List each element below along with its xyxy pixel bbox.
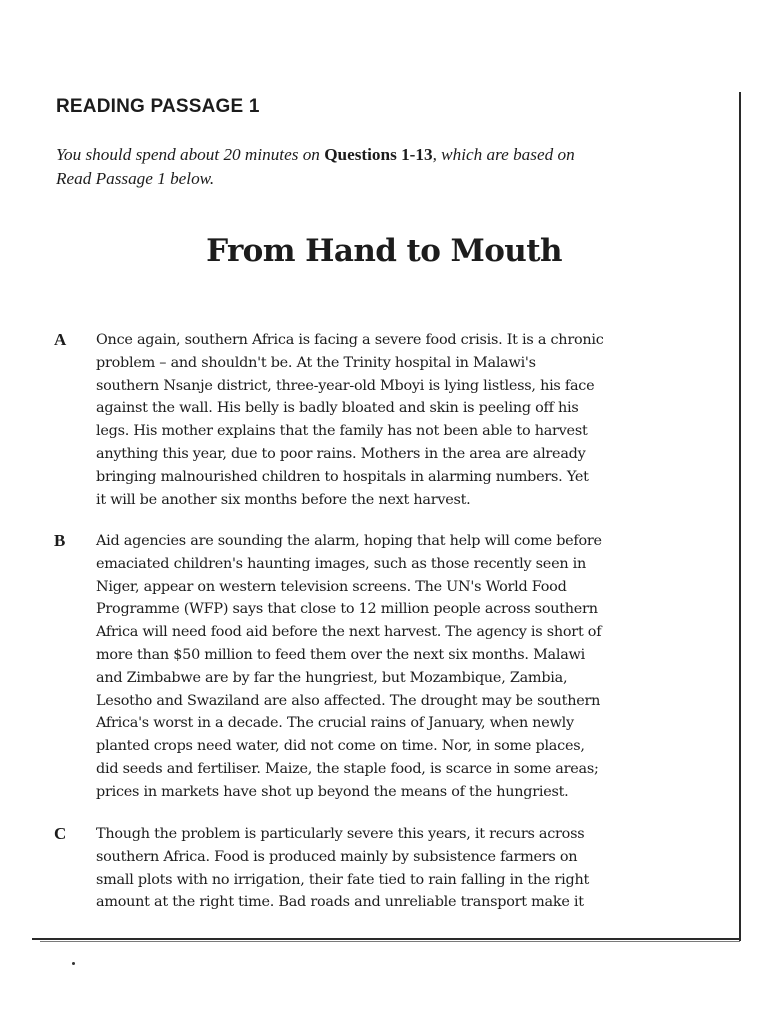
instructions-line-1 [56,143,726,167]
text-line: problem – and shouldn't be. At the Trinity hospital in Malawi's [96,354,536,371]
paragraph-letter: A [54,330,67,349]
paragraph-letter: B [54,531,66,550]
text-line: southern Nsanje district, three-year-old Mboyi is lying listless, his face [96,377,595,394]
text-line: Niger, appear on western television screens. The UN's World Food [96,578,567,595]
instructions-line-2: Read Passage 1 below. [56,169,215,188]
text-line: Lesotho and Swaziland are also affected. The drought may be southern [96,692,601,709]
text-line: anything this year, due to poor rains. Mothers in the area are already [96,445,586,462]
paragraph-body [96,530,768,804]
text-line: small plots with no irrigation, their fate tied to rain falling in the right [96,871,589,888]
text-line: prices in markets have shot up beyond the means of the hungriest. [96,783,569,800]
text-line: emaciated children's haunting images, such as those recently seen in [96,555,587,572]
paragraph-body [96,823,768,914]
text-line: and Zimbabwe are by far the hungriest, but Mozambique, Zambia, [96,669,568,686]
text-line: bringing malnourished children to hospitals in alarming numbers. Yet [96,468,589,485]
text-line: Once again, southern Africa is facing a severe food crisis. It is a chronic [96,332,604,348]
page-border-right [739,92,741,941]
text-line: Africa's worst in a decade. The crucial rains of January, when newly [96,715,574,732]
text-line: Though the problem is particularly severe this years, it recurs across [96,826,585,842]
instructions-suffix: , which are based on [432,145,575,164]
text-line: did seeds and fertiliser. Maize, the staple food, is scarce in some areas; [96,760,599,777]
page-border-shadow [40,941,740,942]
passage-title: From Hand to Mouth [206,233,562,269]
text-line: amount at the right time. Bad roads and unreliable transport make it [96,894,584,911]
text-line: Aid agencies are sounding the alarm, hoping that help will come before [96,533,602,549]
instructions-questions: Questions 1-13 [324,145,433,164]
text-line: it will be another six months before the next harvest. [96,491,471,508]
section-label: READING PASSAGE 1 [56,96,260,117]
text-line: against the wall. His belly is badly bloated and skin is peeling off his [96,400,579,417]
instructions [56,143,726,191]
text-line: more than $50 million to feed them over the next six months. Malawi [96,646,585,663]
instructions-prefix: You should spend about 20 minutes on [56,145,325,164]
text-line: southern Africa. Food is produced mainly by subsistence farmers on [96,848,578,865]
page-border-bottom [32,938,741,940]
text-line: legs. His mother explains that the family has not been able to harvest [96,423,588,440]
text-line: Africa will need food aid before the next harvest. The agency is short of [96,624,602,641]
paragraph-letter: C [54,824,67,843]
text-line: Programme (WFP) says that close to 12 million people across southern [96,601,598,618]
scan-speck [72,962,75,965]
paragraph-body [96,329,768,511]
text-line: planted crops need water, did not come on time. Nor, in some places, [96,738,585,755]
